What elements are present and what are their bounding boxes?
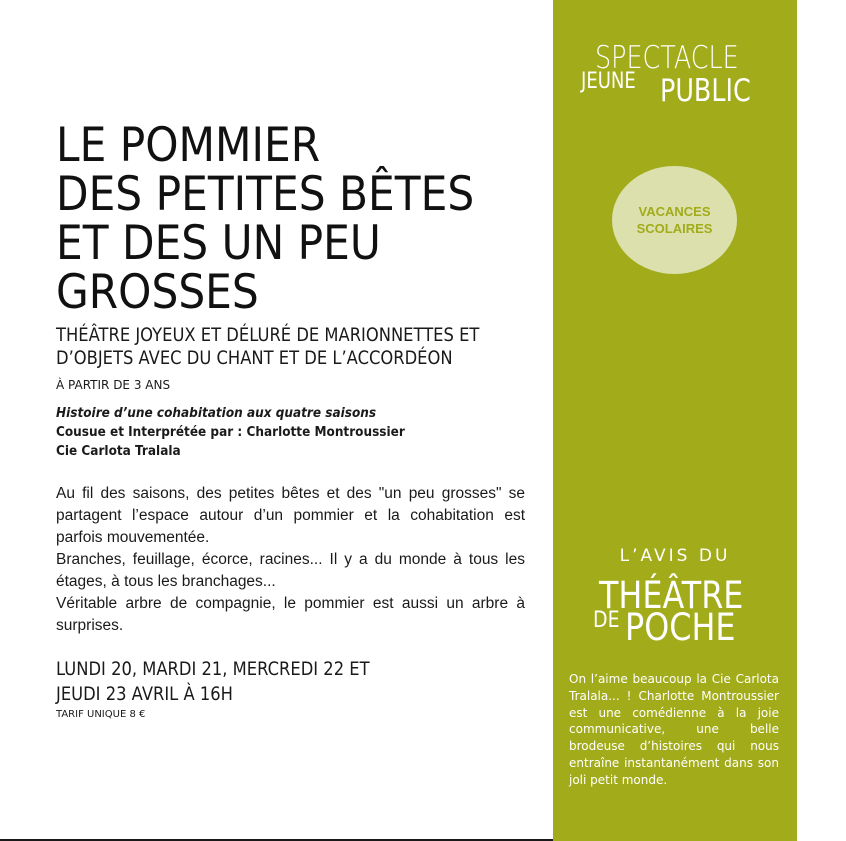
de-label: DE bbox=[593, 608, 620, 633]
dates-line: LUNDI 20, MARDI 21, MERCREDI 22 ET bbox=[56, 658, 370, 680]
show-dates bbox=[56, 657, 370, 707]
subtitle-line: THÉÂTRE JOYEUX ET DÉLURÉ DE MARIONNETTES ET bbox=[56, 324, 480, 346]
jeune-label: JEUNE bbox=[581, 69, 636, 94]
poche-label: POCHE bbox=[625, 606, 736, 649]
tarif-label: TARIF UNIQUE 8 € bbox=[56, 709, 146, 720]
title-line: DES PETITES BÊTES bbox=[56, 167, 475, 222]
credits-block bbox=[56, 404, 405, 461]
credits-company: Cie Carlota Tralala bbox=[56, 444, 181, 459]
title-line: ET DES UN PEU bbox=[56, 216, 381, 271]
badge-line-1: VACANCES bbox=[638, 204, 711, 219]
theatre-label: THÉÂTRE bbox=[599, 574, 744, 617]
spectacle-label: SPECTACLE bbox=[595, 40, 739, 76]
avis-review-text: On l’aime beaucoup la Cie Carlota Tralala... ! Charlotte Montroussier est une comédienne à la joie communicative, une belle brodeuse d’histoires qui nous entraîne instantanément dans son joli petit monde. bbox=[569, 672, 779, 787]
credits-author: Cousue et Interprétée par : Charlotte Montroussier bbox=[56, 425, 405, 440]
sidebar-panel bbox=[553, 0, 797, 841]
description-paragraph: Au fil des saisons, des petites bêtes et des "un peu grosses" se partagent l’espace autour d’un pommier et la cohabitation est parfois mouvementée. bbox=[56, 485, 525, 546]
description-block bbox=[56, 483, 525, 637]
age-label: À PARTIR DE 3 ANS bbox=[56, 378, 171, 392]
description-paragraph: Branches, feuillage, écorce, racines... Il y a du monde à tous les étages, à tous les branchages... bbox=[56, 551, 525, 590]
credits-tagline: Histoire d’une cohabitation aux quatre saisons bbox=[56, 406, 377, 421]
vacances-scolaires-badge bbox=[612, 166, 737, 274]
avis-label: L’AVIS DU bbox=[619, 546, 731, 566]
subtitle-line: D’OBJETS AVEC DU CHANT ET DE L’ACCORDÉON bbox=[56, 347, 453, 369]
badge-line-2: SCOLAIRES bbox=[636, 221, 713, 236]
dates-line: JEUDI 23 AVRIL À 16H bbox=[56, 683, 233, 705]
show-title bbox=[56, 118, 488, 320]
title-line: GROSSES bbox=[56, 265, 259, 320]
title-line: LE POMMIER bbox=[56, 118, 321, 173]
description-paragraph: Véritable arbre de compagnie, le pommier est aussi un arbre à surprises. bbox=[56, 595, 525, 634]
show-subtitle bbox=[56, 324, 503, 370]
public-label: PUBLIC bbox=[660, 73, 751, 109]
